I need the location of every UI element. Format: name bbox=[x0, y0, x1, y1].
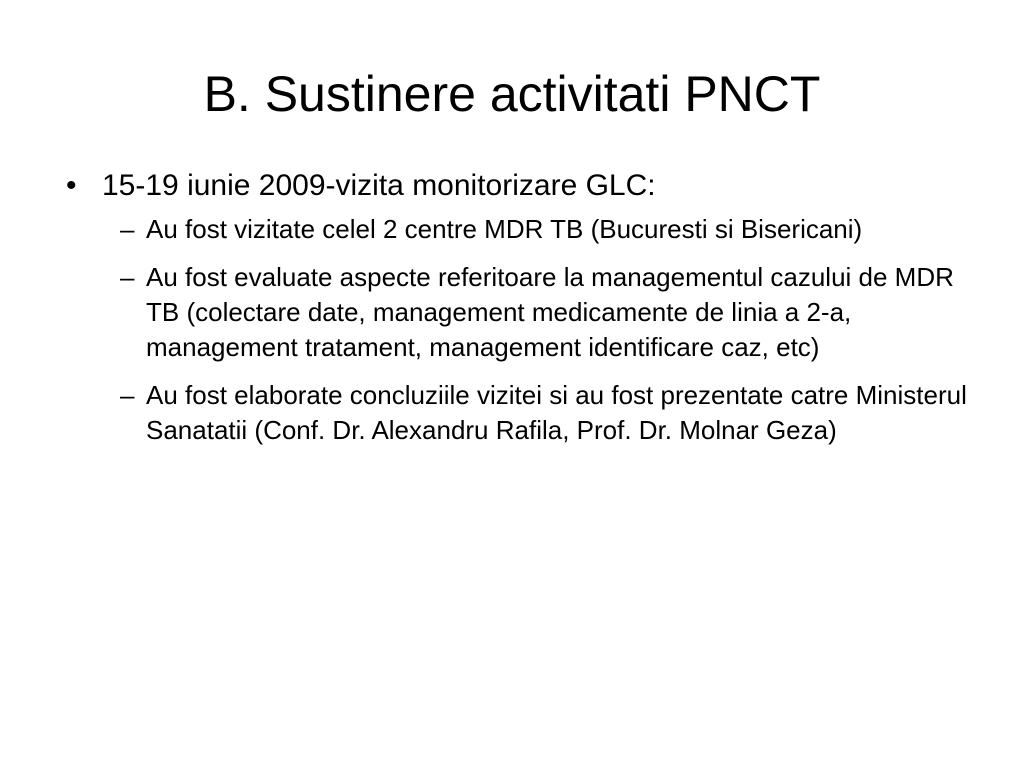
dash-marker-icon: – bbox=[120, 214, 135, 244]
sub-bullet-item bbox=[120, 260, 976, 365]
sub-bullet-list bbox=[66, 212, 976, 448]
bullet-text: 15-19 iunie 2009-vizita monitorizare GLC: bbox=[102, 169, 656, 202]
sub-bullet-text: Au fost elaborate concluziile vizitei si au fost prezentate catre Ministerul Sanatatii (Conf. Dr. Alexandru Rafila, Prof. Dr. Molnar Geza) bbox=[146, 380, 967, 445]
sub-bullet-text: Au fost evaluate aspecte referitoare la managementul cazului de MDR TB (colectare date, management medicamente de linia a 2-a, management tratament, management identificare caz, etc) bbox=[146, 262, 954, 362]
slide-content bbox=[66, 166, 976, 461]
slide-title: B. Sustinere activitati PNCT bbox=[203, 66, 821, 122]
bullet-item bbox=[66, 166, 976, 206]
sub-bullet-text: Au fost vizitate celel 2 centre MDR TB (Bucuresti si Bisericani) bbox=[146, 214, 863, 244]
sub-bullet-item bbox=[120, 378, 976, 448]
dash-marker-icon: – bbox=[120, 262, 135, 292]
sub-bullet-item bbox=[120, 212, 976, 247]
bullet-marker-icon: • bbox=[66, 169, 77, 202]
dash-marker-icon: – bbox=[120, 380, 135, 410]
